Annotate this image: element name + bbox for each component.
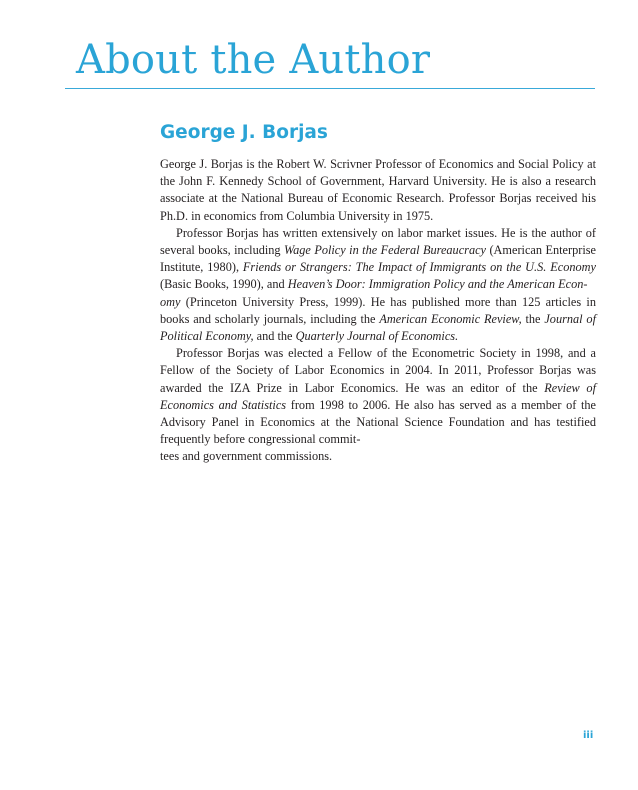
bio-p2-text-2: (American Enterprise Institute, 1980), <box>160 243 596 275</box>
bio-p2-text-5: the <box>521 311 545 326</box>
bio-p2-text-6: and the <box>253 329 296 344</box>
bio-paragraph-2 <box>160 225 596 345</box>
chapter-title: About the Author <box>76 37 431 83</box>
author-name: George J. Borjas <box>160 122 328 143</box>
bio-paragraph-1: George J. Borjas is the Robert W. Scrivner Professor of Economics and Social Policy at the John F. Kennedy School of Government, Harvard University. He is also a research associate at the National Bureau of Economic Research. Professor Borjas received his Ph.D. in economics from Columbia University in 1975. <box>160 157 596 223</box>
book-title-wage-policy: Wage Policy in the Federal Bureaucracy <box>284 243 487 258</box>
journal-jpe: Journal of Political Economy, <box>160 311 596 344</box>
bio-p3-text-1: Professor Borjas was elected a Fellow of the Econometric Society in 1998, and a Fellow of the Society of Labor Economics in 2004. In 2011, Professor Borjas was awarded the IZA Prize in Labor Economics. He was an editor of the <box>160 346 596 395</box>
bio-p2-text-1: Professor Borjas has written extensively on labor market issues. He is the author of several books, including <box>160 225 596 258</box>
journal-qje: Quarterly Journal of Economics. <box>295 329 459 344</box>
book-title-friends-or-strangers: Friends or Strangers: The Impact of Immigrants on the U.S. Economy <box>242 260 596 275</box>
bio-p3-text-2: from 1998 to 2006. He also has served as a member of the Advisory Panel in Economics at the National Science Foundation and has testified frequently before congressional commit- <box>160 397 596 447</box>
bio-paragraph-3 <box>160 345 596 465</box>
bio-p3-text-3: tees and government commissions. <box>160 449 333 464</box>
bio-p2-text-3: (Basic Books, 1990), and <box>160 277 288 292</box>
author-bio <box>160 156 596 466</box>
bio-p2-text-4: (Princeton University Press, 1999). He has published more than 125 articles in books and scholarly journals, including the <box>160 294 596 326</box>
book-title-heavens-door-part-1: Heaven’s Door: Immigration Policy and the American Econ- <box>287 277 588 292</box>
book-title-heavens-door-part-2: omy <box>160 294 181 309</box>
journal-aer: American Economic Review, <box>379 311 522 326</box>
journal-restat: Review of Economics and Statistics <box>160 380 596 412</box>
page-number: iii <box>583 730 594 741</box>
title-rule <box>65 88 595 89</box>
